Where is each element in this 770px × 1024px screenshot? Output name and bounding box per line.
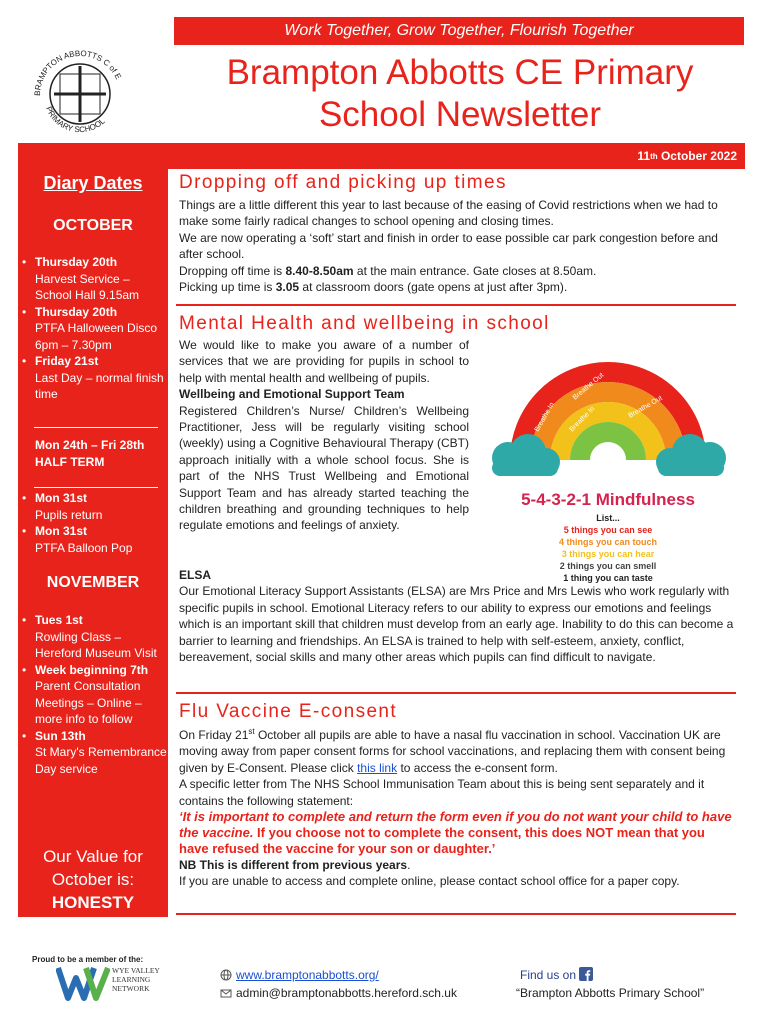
list-label: List... [596,513,620,523]
wellbeing-team-heading: Wellbeing and Emotional Support Team [179,387,405,402]
text: st [248,727,255,736]
section-heading-flu-vaccine: Flu Vaccine E-consent [179,701,398,722]
mental-health-body [179,337,469,534]
paragraph: If you are unable to access and complete online, please contact school office for a paper copy. [179,874,680,889]
list-item [22,728,168,778]
paragraph [179,857,735,873]
item-text: Harvest Service – School Hall 9.15am [35,271,140,302]
date-suffix: th [650,151,658,161]
list-item [22,254,168,304]
text: to access the e-consent form. [397,760,558,775]
elsa-heading: ELSA [179,568,212,582]
value-line-1: Our Value for [43,847,143,866]
arc-label: Breathe Out [571,371,606,402]
item-text: Last Day – normal finish time [35,370,164,401]
section-divider [176,692,736,694]
list-item [22,612,168,662]
mindfulness-graphic [480,340,740,583]
mindfulness-list [480,512,736,584]
quote-italic: ‘It is important to complete and return the form even if you do not want your child to have the vaccine. [179,809,732,841]
diary-sidebar [18,169,168,917]
title-line-2: School Newsletter [318,95,602,134]
paragraph [179,724,735,776]
item-text: Parent Consultation Meetings – Online – more info to follow [35,679,142,726]
item-text: Pupils return [35,507,103,522]
logo-text-bottom: PRIMARY SCHOOL [44,105,107,135]
text: On Friday 21 [179,728,249,742]
after-half-term-list [22,490,168,556]
nb-note: NB This is different from previous years [179,858,408,873]
list-item [22,304,168,354]
item-text: PTFA Balloon Pop [35,540,133,555]
item-text: St Mary's Remembrance Day service [35,745,167,776]
list-item [22,523,168,556]
title-line-1: Brampton Abbotts CE Primary [226,53,694,92]
logo-text-top: BRAMPTON ABBOTTS C of E [32,48,123,97]
half-term-block [35,437,163,470]
facebook-page-name: “Brampton Abbotts Primary School” [516,986,705,1000]
wvln-line: WYE VALLEY [112,966,160,975]
list-item [22,490,168,523]
item-date: • Week beginning 7th [35,662,149,677]
website-link[interactable]: www.bramptonabbotts.org/ [236,968,379,982]
item-text: PTFA Halloween Disco 6pm – 7.30pm [35,321,158,352]
section-divider [176,913,736,915]
paragraph: We would like to make you aware of a number of services that we are providing for pupils in school to help with mental health and wellbeing of pupils. [179,338,469,385]
member-caption: Proud to be a member of the: [32,955,144,964]
arc-label: Breathe In [533,401,556,433]
value-word: HONESTY [51,893,135,912]
list-item [22,353,168,403]
date-bar [18,143,745,169]
mindfulness-title: 5-4-3-2-1 Mindfulness [521,490,695,509]
wvln-line: NETWORK [112,984,150,993]
date-rest: October 2022 [657,149,737,163]
newsletter-title [160,52,760,136]
text: . [407,858,411,873]
text: at the main entrance. Gate closes at 8.50am. [353,263,597,278]
item-text: Rowling Class – Hereford Museum Visit [35,629,157,660]
school-logo [28,46,132,142]
paragraph: A specific letter from The NHS School Immunisation Team about this is being sent separately and it contains the following statement: [179,777,705,808]
paragraph: We are now operating a ‘soft’ start and finish in order to ease possible car park congestion before and after school. [179,230,718,262]
item-date: • Thursday 20th [35,255,118,269]
envelope-icon [220,987,232,999]
rainbow-illustration [480,340,736,490]
list-item: 2 things you can smell [559,561,657,571]
october-list [22,254,168,403]
flu-vaccine-body [179,724,735,890]
e-consent-link[interactable]: this link [357,760,398,775]
contact-block [220,966,457,1002]
value-line-2: October is: [51,870,135,889]
pick-up-time: 3.05 [275,280,300,295]
paragraph: Things are a little different this year to last because of the easing of Covid restrictions when we had to make some fairly radical changes to school opening and closing times. [179,198,718,229]
paragraph: Our Emotional Literacy Support Assistants (ELSA) are Mrs Price and Mrs Lewis who work regularly with specific pupils in school. Emotional Literacy refers to our ability to express our emotions and feelings which is an important skill that children must develop from an early age. Inability to do this can become a barrier to learning and friendships. An ELSA is trained to help with self-esteem, anxiety, conflict, bereavement, social skills and many other areas which pupils can find difficult to navigate. [179,584,734,665]
list-item: 4 things you can touch [558,537,657,547]
wye-valley-logo [56,964,166,1002]
arc-label: Breathe In [568,405,597,434]
wvln-line: LEARNING [112,975,151,984]
date-day: 11 [637,149,651,163]
text: Picking up time is [179,280,276,295]
dropping-off-body [179,197,735,295]
half-term-dates: Mon 24th – Fri 28th [35,438,145,452]
wvln-w-icon [56,964,110,1002]
paragraph: Registered Children’s Nurse/ Children’s Wellbeing Practitioner, Jess will be regularly visiting school (weekly) using a Cognitive Behavioural Therapy (CBT) approach initially with a whole school focus. She is part of the NHS Trust Wellbeing and Emotional Support Team and has already started teaching the children breathing and grounding techniques to help regulate emotions and feelings of anxiety. [179,403,469,533]
subheading [179,386,469,402]
november-heading: NOVEMBER [46,574,140,591]
item-date: • Sun 13th [35,728,86,743]
list-item: 5 things you can see [563,525,653,535]
email-address: admin@bramptonabbotts.hereford.sch.uk [236,986,457,1000]
website-row [220,966,457,984]
paragraph [179,263,735,279]
quote-bold: If you choose not to complete the consent, this does NOT mean that you have refused the vaccine for your son or daughter.’ [179,825,705,857]
facebook-block [516,966,705,1002]
svg-text:PRIMARY SCHOOL [44,105,107,134]
item-date: • Friday 21st [35,354,99,368]
item-date: • Tues 1st [35,613,83,627]
text: at classroom doors (gate opens at just after 3pm). [299,280,568,295]
text: October all pupils are able to have a nasal flu vaccination in school. Vaccination UK are moving away from paper consent forms for school vaccinations, and replacing them with consent being given by E-Consent. Please click [179,728,726,775]
globe-icon [220,969,232,981]
diary-title: Diary Dates [43,173,143,193]
arc-label: Breathe Out [627,394,664,420]
divider [34,427,158,428]
october-heading: OCTOBER [53,217,133,234]
half-term-label: HALF TERM [35,454,105,469]
text: Dropping off time is [179,263,286,278]
section-divider [176,304,736,306]
motto-banner [174,17,744,45]
list-item [22,662,168,728]
item-date: • Mon 31st [35,491,88,505]
list-item: 3 things you can hear [561,549,655,559]
drop-off-time: 8.40-8.50am [285,263,354,278]
section-heading-mental-health: Mental Health and wellbeing in school [179,313,550,334]
facebook-icon[interactable] [579,967,593,981]
quote [179,809,735,857]
motto-text: Work Together, Grow Together, Flourish Together [284,22,634,39]
section-heading-dropping-off: Dropping off and picking up times [179,172,507,193]
list-item: 1 thing you can taste [563,573,653,583]
paragraph [179,279,735,295]
email-row [220,984,457,1002]
find-us-row [520,966,704,984]
november-list [22,612,168,777]
wvln-name [112,966,160,993]
item-date: • Mon 31st [35,524,88,538]
find-us-label: Find us on [520,968,577,982]
value-of-month [18,845,168,914]
divider [34,487,158,488]
item-date: • Thursday 20th [35,304,118,319]
